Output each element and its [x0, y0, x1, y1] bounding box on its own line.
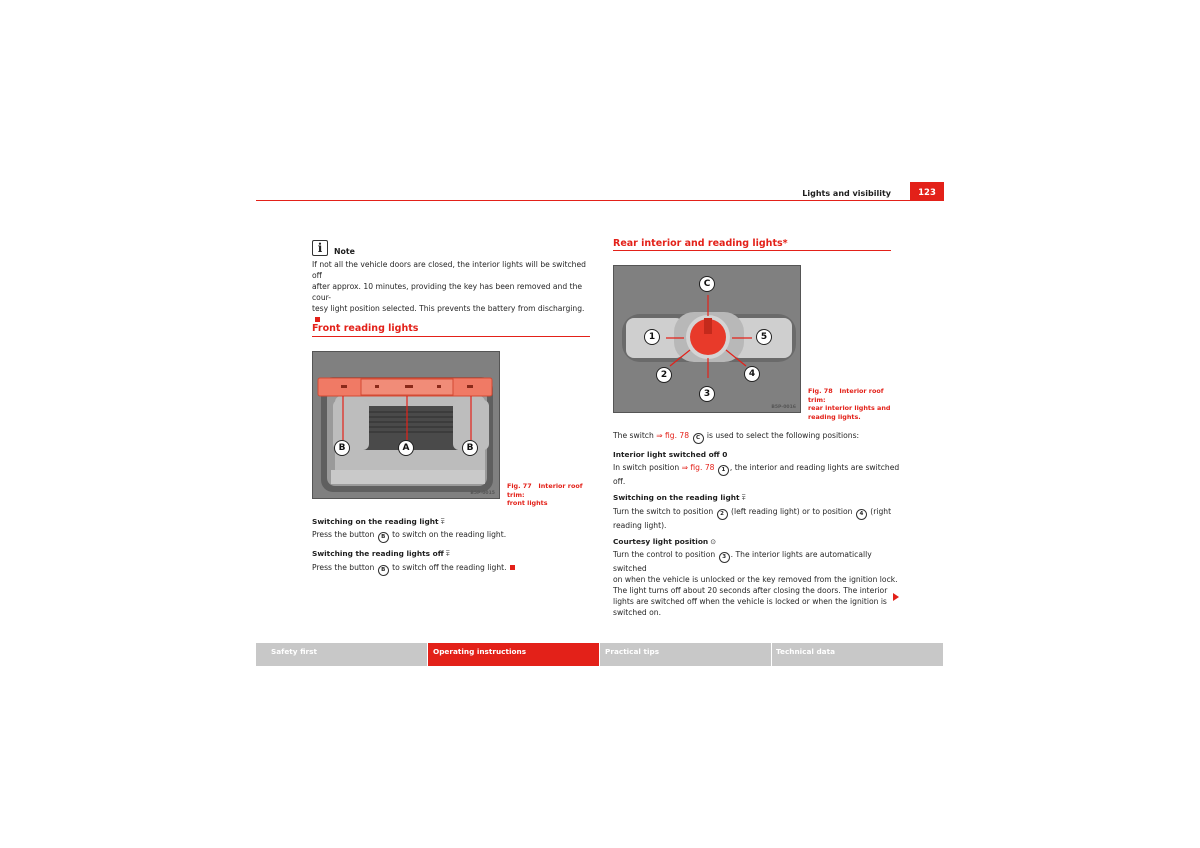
note-line: after approx. 10 minutes, providing the key has been removed and the cour- — [312, 282, 583, 302]
callout-4: 4 — [744, 366, 760, 382]
footer-tab-technical-data[interactable]: Technical data — [772, 643, 943, 666]
callout-c: C — [699, 276, 715, 292]
text-switch-on: Press the button B to switch on the reading light. — [312, 529, 506, 543]
figure-code: B5P-0016 — [771, 405, 796, 410]
subheading-switch-on: Switching on the reading light ⩱ — [312, 517, 445, 526]
end-marker-icon — [510, 565, 515, 570]
callout-3: 3 — [699, 386, 715, 402]
note-line: tesy light position selected. This prevents the battery from discharging. — [312, 303, 592, 325]
footer-tab-safety-first[interactable]: Safety first — [256, 643, 427, 666]
note-text — [312, 259, 592, 325]
callout-b-left: B — [334, 440, 350, 456]
section-rule — [613, 250, 891, 251]
note-info-icon: i — [312, 240, 328, 256]
reading-light-icon: ⩱ — [741, 494, 746, 502]
note-label: Note — [334, 247, 355, 256]
header-rule — [256, 200, 944, 201]
figure-code: B5P-0015 — [470, 491, 495, 496]
text-rear-intro: The switch ⇒ fig. 78 C is used to select the following positions: — [613, 430, 859, 444]
figure-link[interactable]: ⇒ fig. 78 — [656, 431, 690, 440]
section-heading-rear: Rear interior and reading lights* — [613, 238, 788, 249]
note-line: If not all the vehicle doors are closed, the interior lights will be switched off — [312, 260, 586, 280]
figure-link[interactable]: ⇒ fig. 78 — [681, 463, 715, 472]
callout-2: 2 — [656, 367, 672, 383]
running-header-title: Lights and visibility — [802, 189, 891, 198]
reading-light-icon: ⩱ — [440, 518, 445, 526]
page-number: 123 — [910, 182, 944, 201]
footer-tab-operating-instructions[interactable]: Operating instructions — [428, 643, 599, 666]
subheading-switch-off: Switching the reading lights off ⩱ — [312, 549, 450, 558]
callout-1: 1 — [644, 329, 660, 345]
section-rule — [312, 336, 590, 337]
figure-caption-78: Fig. 78 Interior roof trim: rear interior lights and reading lights. — [808, 387, 891, 421]
callout-5: 5 — [756, 329, 772, 345]
courtesy-light-icon: ⊙ — [710, 538, 717, 546]
subheading-courtesy: Courtesy light position ⊙ — [613, 537, 717, 546]
figure-caption-77: Fig. 77 Interior roof trim: front lights — [507, 482, 583, 507]
end-marker-icon — [315, 317, 320, 322]
text-light-off: In switch position ⇒ fig. 78 1 , the interior and reading lights are switched off. — [613, 463, 900, 486]
subheading-rear-reading: Switching on the reading light ⩱ — [613, 493, 746, 502]
figure-rear-lights — [613, 265, 801, 413]
callout-a: A — [398, 440, 414, 456]
text-rear-reading: Turn the switch to position 2 (left reading light) or to position 4 (right reading light). — [613, 507, 892, 530]
footer-tab-practical-tips[interactable]: Practical tips — [600, 643, 771, 666]
section-heading-front: Front reading lights — [312, 323, 419, 334]
front-lights-illustration — [313, 352, 500, 499]
callout-b-right: B — [462, 440, 478, 456]
text-courtesy: Turn the control to position 3 . The interior lights are automatically switched on when the vehicle is unlocked or the key removed from the ignition lock. The light turns off about 20 seconds after closing the doors. The interior lights are switched off when the vehicle is locked or when the ignition is switched on. — [613, 550, 898, 617]
reading-light-icon: ⩱ — [445, 550, 450, 558]
subheading-light-off: Interior light switched off 0 — [613, 450, 728, 459]
figure-front-lights — [312, 351, 500, 499]
continue-arrow-icon — [893, 593, 899, 601]
text-switch-off: Press the button B to switch off the reading light. — [312, 562, 515, 576]
